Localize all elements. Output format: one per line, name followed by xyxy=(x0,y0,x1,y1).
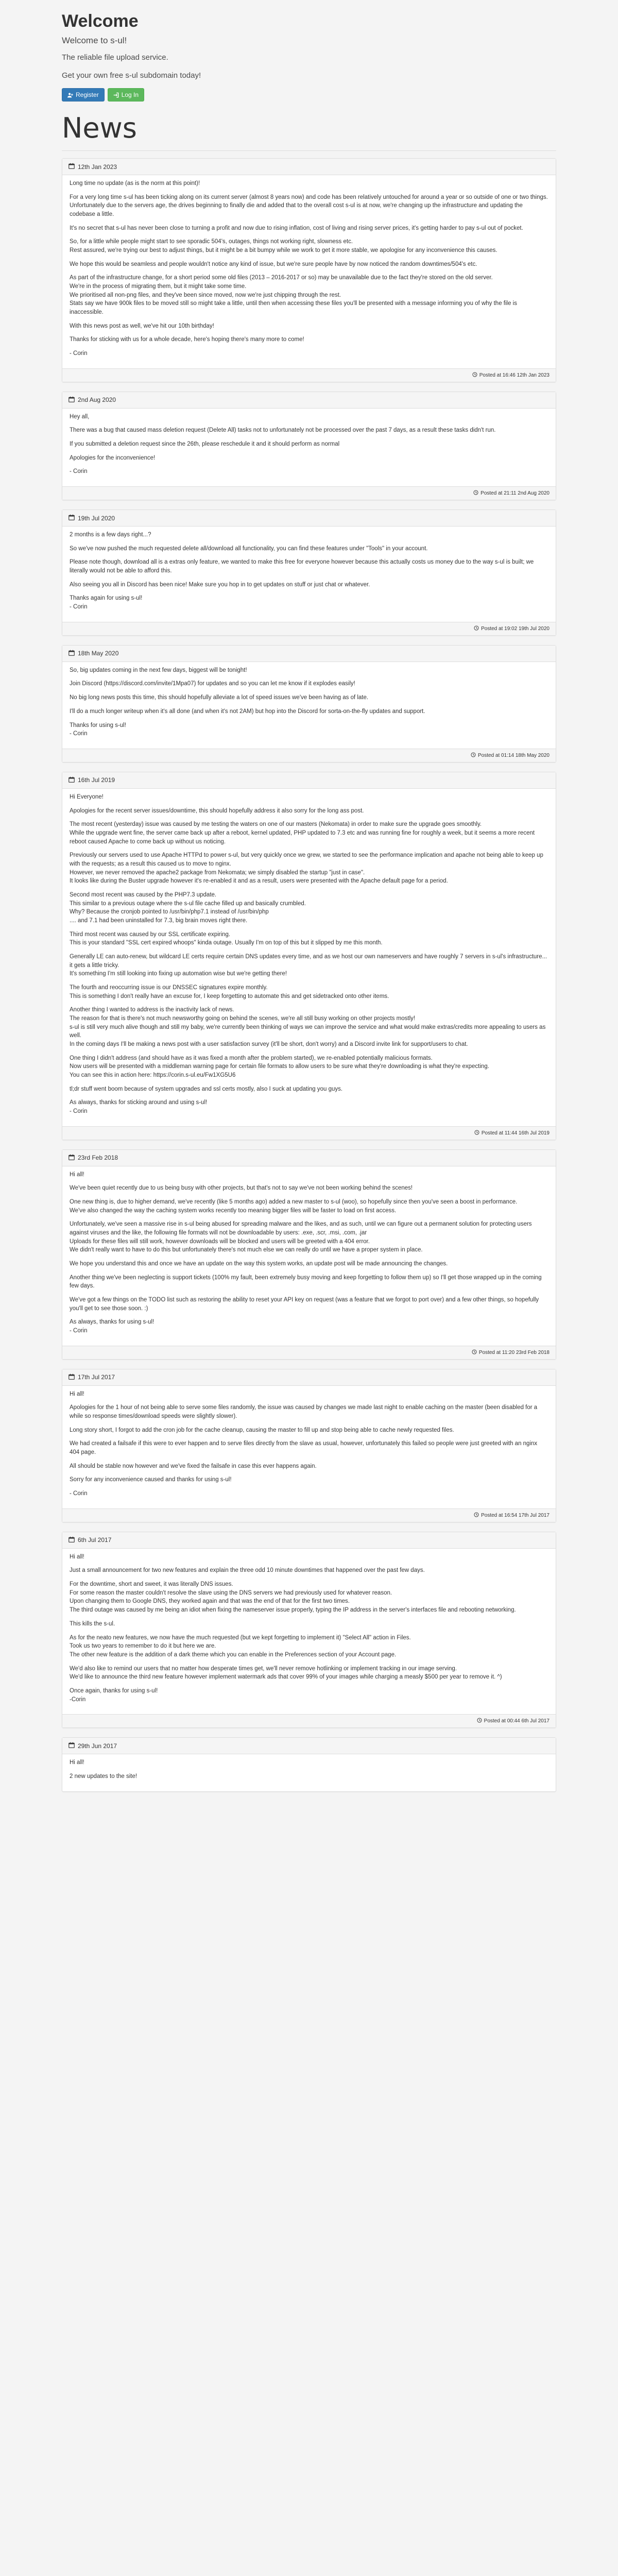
news-paragraph: 2 new updates to the site! xyxy=(70,1773,138,1780)
news-paragraph: One new thing is, due to higher demand, we've recently (like 5 months ago) added a new master to s-ul (woo), so hopefully since then you've seen a boost in performance. We've also changed the way the caching system works recently too meaning bigger files will be faster to load on first access. xyxy=(70,1199,518,1214)
news-post xyxy=(62,1737,556,1791)
news-post xyxy=(62,158,556,382)
news-paragraph: If you submitted a deletion request since the 26th, please reschedule it and it should perform as normal xyxy=(70,441,340,448)
register-label: Register xyxy=(76,91,99,98)
news-paragraph: Once again, thanks for using s-ul! -Corin xyxy=(70,1687,158,1703)
news-heading: News xyxy=(62,112,137,144)
news-paragraph: We've got a few things on the TODO list such as restoring the ability to reset your API key on request (was a feature that we forgot to port over) and a few other things, so hopefully you'll get to see those soon. :) xyxy=(70,1297,539,1312)
news-post xyxy=(62,1149,556,1360)
news-post-date: 29th Jun 2017 xyxy=(78,1742,117,1750)
news-post-timestamp: Posted at 01:14 18th May 2020 xyxy=(478,752,550,758)
news-paragraph: Hi all! xyxy=(70,1171,84,1178)
news-paragraph: Just a small announcement for two new features and explain the three odd 10 minute downtimes that happened over the past few days. xyxy=(70,1567,425,1574)
news-post-footer xyxy=(62,1714,556,1727)
news-paragraph: Hi all! xyxy=(70,1553,84,1560)
news-post-heading xyxy=(62,646,556,662)
login-button[interactable] xyxy=(108,88,144,101)
news-post-body xyxy=(62,175,556,368)
news-paragraph: Unfortunately, we've seen a massive rise in s-ul being abused for spreading malware and the likes, and as such, until we can figure out a permanent solution for protecting users against viruses and the like, the following file formats will not be downloadable by users: .exe, .scr, .msi, .com, .jar Uploads for these files will still work, however downloads will be blocked and users will be greeted with a 404 error. We didn't really want to have to do this but unfortunately there's not much else we can really do until we have a proper system in place. xyxy=(70,1221,532,1253)
news-paragraph: There was a bug that caused mass deletion request (Delete All) tasks not to unfortunately not be processed over the past 7 days, as a result these tasks didn't run. xyxy=(70,427,496,434)
login-label: Log In xyxy=(121,91,139,98)
news-post-body xyxy=(62,409,556,486)
news-post-timestamp: Posted at 11:44 16th Jul 2019 xyxy=(481,1130,550,1136)
news-post-body xyxy=(62,1166,556,1346)
news-post xyxy=(62,645,556,762)
news-post-date: 17th Jul 2017 xyxy=(78,1374,115,1381)
news-post-timestamp: Posted at 11:20 23rd Feb 2018 xyxy=(478,1349,550,1355)
news-paragraph: The most recent (yesterday) issue was caused by me testing the waters on one of our masters (Nekomata) in order to make sure the upgrade goes smoothly. While the upgrade went fine, the server came back up after a reboot, kernel updated, PHP updated to 7.3 etc and was running fine for roughly a week, but it seems a more recent reboot caused Apache to come back up without us noticing. xyxy=(70,821,535,845)
news-paragraph: So, for a little while people might start to see sporadic 504's, outages, things not working right, slowness etc. Rest assured, we're trying our best to adjust things, but it might be a bit bumpy while we work to get it more stable, we apologise for any inconvenience this causes. xyxy=(70,239,497,254)
news-paragraph: The fourth and reoccurring issue is our DNSSEC signatures expire monthly. This is something I don't really have an excuse for, I keep forgetting to automate this and get sidetracked onto other items. xyxy=(70,984,389,999)
calendar-icon xyxy=(68,1742,75,1750)
clock-icon xyxy=(472,372,477,379)
news-paragraph: Third most recent was caused by our SSL certificate expiring. This is your standard "SSL cert expired whoops" kinda outage. Usually I'm on top of this but it slipped by me this month. xyxy=(70,931,383,946)
news-paragraph: For the downtime, short and sweet, it was literally DNS issues. For some reason the master couldn't resolve the slave using the DNS servers we had previously used for whatever reason. Upon changing them to Google DNS, they worked again and that was the end of that for the first two times. The third outage was caused by me being an idiot when fixing the nameserver issue properly, typing the IP address in the server's interfaces file and rebooting networking. xyxy=(70,1581,516,1614)
news-post-footer xyxy=(62,749,556,762)
news-paragraph: I'll do a much longer writeup when it's all done (and when it's not 2AM) but hop into the Discord for sorta-on-the-fly updates and support. xyxy=(70,708,425,715)
news-post-footer xyxy=(62,368,556,382)
news-post-heading xyxy=(62,392,556,409)
welcome-text: Welcome to s-ul! xyxy=(62,36,127,45)
news-post-heading xyxy=(62,1532,556,1549)
news-post-heading xyxy=(62,1738,556,1754)
news-paragraph: Long story short, I forgot to add the cron job for the cache cleanup, causing the master to fill up and stop being able to cache newly requested files. xyxy=(70,1427,454,1433)
news-paragraph: As always, thanks for using s-ul! - Corin xyxy=(70,1319,154,1334)
news-post-timestamp: Posted at 21:11 2nd Aug 2020 xyxy=(480,490,550,497)
news-paragraph: tl;dr stuff went boom because of system upgrades and ssl certs mostly, also I suck at updating you guys. xyxy=(70,1086,343,1092)
news-paragraph: Apologies for the inconvenience! xyxy=(70,454,156,461)
page-title: Welcome xyxy=(62,11,139,31)
news-post-body xyxy=(62,1754,556,1791)
page-container xyxy=(62,0,556,1792)
calendar-icon xyxy=(68,163,75,171)
news-paragraph: With this news post as well, we've hit our 10th birthday! xyxy=(70,323,214,329)
clock-icon xyxy=(474,1130,479,1137)
news-post-footer xyxy=(62,1509,556,1522)
sign-in-icon xyxy=(113,92,119,98)
register-button[interactable] xyxy=(62,88,105,101)
clock-icon xyxy=(473,490,478,497)
news-paragraph: This kills the s-ul. xyxy=(70,1620,115,1627)
news-paragraph: - Corin xyxy=(70,1490,88,1497)
news-post xyxy=(62,1369,556,1522)
news-post-date: 23rd Feb 2018 xyxy=(78,1154,118,1162)
calendar-icon xyxy=(68,1154,75,1162)
news-paragraph: Please note though, download all is a extras only feature, we wanted to make this free for everyone however because this actually costs us money due to the way s-ul is built; we literally would not be able to afford this. xyxy=(70,559,534,574)
news-post-heading xyxy=(62,1150,556,1166)
news-paragraph: Thanks for sticking with us for a whole decade, here's hoping there's many more to come! xyxy=(70,336,304,343)
news-paragraph: So we've now pushed the much requested delete all/download all functionality, you can find these features under "Tools" in your account. xyxy=(70,545,428,552)
news-paragraph: Thanks again for using s-ul! - Corin xyxy=(70,595,143,611)
news-paragraph: Join Discord (https://discord.com/invite/1Mpa07) for updates and so you can let me know if it explodes easily! xyxy=(70,681,355,687)
clock-icon xyxy=(474,1512,479,1519)
news-paragraph: We hope this would be seamless and people wouldn't notice any kind of issue, but we're sure people have by now noticed the random downtimes/504's etc. xyxy=(70,261,477,267)
news-post-body xyxy=(62,662,556,749)
news-paragraph: We hope you understand this and once we have an update on the way this system works, an update post will be made announcing the changes. xyxy=(70,1261,448,1267)
news-post-date: 6th Jul 2017 xyxy=(78,1536,112,1544)
news-post xyxy=(62,510,556,636)
news-post-date: 18th May 2020 xyxy=(78,650,119,657)
user-plus-icon xyxy=(67,92,73,98)
news-post-body xyxy=(62,527,556,622)
news-paragraph: 2 months is a few days right...? xyxy=(70,532,151,538)
news-paragraph: We've been quiet recently due to us being busy with other projects, but that's not to say we've not been working behind the scenes! xyxy=(70,1185,413,1192)
news-paragraph: As always, thanks for sticking around and using s-ul! - Corin xyxy=(70,1099,208,1114)
news-post-date: 12th Jan 2023 xyxy=(78,163,117,171)
calendar-icon xyxy=(68,1374,75,1381)
news-paragraph: Hi all! xyxy=(70,1759,84,1766)
news-paragraph: - Corin xyxy=(70,350,88,357)
news-paragraph: Second most recent was caused by the PHP7.3 update. This similar to a previous outage where the s-ul file cache filled up and basically crumbled. Why? Because the cronjob pointed to /usr/bin/php7.1 instead of /usr/bin/php .... and 7.1 had been uninstalled for 7.3, big brain moves right there. xyxy=(70,891,306,924)
news-post-footer xyxy=(62,1126,556,1140)
news-post-date: 19th Jul 2020 xyxy=(78,514,115,522)
news-post-timestamp: Posted at 16:54 17th Jul 2017 xyxy=(481,1512,550,1518)
clock-icon xyxy=(474,625,479,632)
news-paragraph: No big long news posts this time, this should hopefully alleviate a lot of speed issues we've been having as of late. xyxy=(70,694,369,701)
news-post xyxy=(62,772,556,1140)
news-list xyxy=(62,158,556,1792)
news-paragraph: Another thing I wanted to address is the inactivity lack of news. The reason for that is there's not much newsworthy going on behind the scenes, we're all still busy working on other projects mostly! s-ul is still very much alive though and still my baby, we're currently been thinking of ways we can improve the service and what would make extras/credits more appealing to users as well. In the coming days I'll be making a news post with a user satisfaction survey (it'll be short, don't worry) and a Discord invite link for support/users to chat. xyxy=(70,1007,546,1047)
auth-buttons xyxy=(62,88,556,101)
news-paragraph: Generally LE can auto-renew, but wildcard LE certs require certain DNS updates every time, and as we host our own nameservers and have roughly 7 servers in s-ul's infrastructure... it gets a little tricky. It's something I'm still looking into fixing up automation wise but we're getting there! xyxy=(70,953,547,977)
news-paragraph: All should be stable now however and we've fixed the failsafe in case this ever happens again. xyxy=(70,1463,317,1469)
news-post-body xyxy=(62,789,556,1126)
news-paragraph: Hi all! xyxy=(70,1391,84,1397)
calendar-icon xyxy=(68,396,75,404)
news-paragraph: Apologies for the 1 hour of not being able to serve some files randomly, the issue was caused by changes we made last night to enable caching on the master (been disabled for a while so response times/download speeds were slightly slower). xyxy=(70,1404,538,1420)
news-post-heading xyxy=(62,159,556,175)
news-paragraph: Long time no update (as is the norm at this point)! xyxy=(70,180,200,187)
news-paragraph: Sorry for any inconvenience caused and thanks for using s-ul! xyxy=(70,1477,232,1483)
news-paragraph: So, big updates coming in the next few days, biggest will be tonight! xyxy=(70,667,247,673)
news-post-heading xyxy=(62,510,556,527)
news-paragraph: Hi Everyone! xyxy=(70,793,104,800)
news-paragraph: It's no secret that s-ul has never been close to turning a profit and now due to rising inflation, cost of living and rising server prices, it's getting harder to pay s-ul out of pocket. xyxy=(70,225,523,231)
news-paragraph: We had created a failsafe if this were to ever happen and to serve files directly from the slave as usual, however, unfortunately this failed so people were just greeted with an nginx 404 page. xyxy=(70,1440,538,1456)
news-paragraph: Previously our servers used to use Apache HTTPd to power s-ul, but very quickly once we grew, we started to see the performance implication and apache not being able to keep up with the requests; as a result this caused us to move to nginx. However, we never removed the apache2 package from Nekomata; we simply disabled the startup "just in case". It looks like during the Buster upgrade however it's re-enabled it and as a result, users were presented with the Apache default page for a period. xyxy=(70,852,543,885)
calendar-icon xyxy=(68,650,75,657)
news-post-footer xyxy=(62,1346,556,1359)
news-post xyxy=(62,392,556,500)
news-post-footer xyxy=(62,622,556,635)
news-post-date: 16th Jul 2019 xyxy=(78,776,115,784)
news-paragraph: We'd also like to remind our users that no matter how desperate times get, we'll never remove hotlinking or implement tracking in our image serving. We'd like to announce the third new feature however implement watermark ads that cover 99% of your images while charging a measly $500 per year to remove it. ^) xyxy=(70,1665,502,1681)
tagline: The reliable file upload service. xyxy=(62,53,168,62)
news-paragraph: As for the neato new features, we now have the much requested (but we kept forgetting to implement it) "Select All" action in Files. Took us two years to remember to do it but here we are. The other new feature is the addition of a dark theme which you can enable in the Preferences section of your Account page. xyxy=(70,1634,411,1658)
news-paragraph: Hey all, xyxy=(70,413,90,420)
news-paragraph: Thanks for using s-ul! - Corin xyxy=(70,722,126,737)
clock-icon xyxy=(472,1349,477,1356)
news-post-body xyxy=(62,1549,556,1714)
news-paragraph: Apologies for the recent server issues/downtime, this should hopefully address it also sorry for the long ass post. xyxy=(70,807,364,814)
clock-icon xyxy=(471,752,476,759)
news-paragraph: Also seeing you all in Discord has been nice! Make sure you hop in to get updates on stuff or just chat or whatever. xyxy=(70,581,370,588)
news-paragraph: For a very long time s-ul has been ticking along on its current server (almost 8 years now) and code has been relatively untouched for around a year or so outside of one or two things. Unfortunately due to the servers age, the drives beginning to finally die and added that to the overall cost s-ul is at now, we're changing up the infrastructure and updating the codebase a little. xyxy=(70,194,548,218)
news-post-footer xyxy=(62,486,556,500)
news-paragraph: As part of the infrastructure change, for a short period some old files (2013 – 2016-2017 or so) may be unavailable due to the fact they're stored on the old server. We're in the process of migrating them, but it might take some time. We prioritised all non-png files, and they've been since moved, now we're just chipping through the rest. Stats say we have 900k files to be moved still so might take a little, until then when accessing these files you'll be presented with a message informing you of why the file is inaccessible. xyxy=(70,275,517,316)
news-post-timestamp: Posted at 00:44 6th Jul 2017 xyxy=(484,1718,550,1724)
news-divider xyxy=(62,150,556,151)
news-paragraph: One thing I didn't address (and should have as it was fixed a month after the problem started), we re-enabled potentially malicious formats. Now users will be presented with a middleman warning page for certain file formats to allow users to be sure what they're downloading is what they're expecting. You can see this in action here: https://corin.s-ul.eu/Fw1XG5U6 xyxy=(70,1055,489,1078)
news-post-timestamp: Posted at 19:02 19th Jul 2020 xyxy=(481,625,550,632)
news-post-date: 2nd Aug 2020 xyxy=(78,396,116,404)
news-post-timestamp: Posted at 16:46 12th Jan 2023 xyxy=(479,372,550,378)
news-post-heading xyxy=(62,1369,556,1386)
calendar-icon xyxy=(68,776,75,784)
news-paragraph: - Corin xyxy=(70,468,88,475)
news-post-heading xyxy=(62,772,556,789)
news-post xyxy=(62,1532,556,1728)
news-post-body xyxy=(62,1386,556,1509)
calendar-icon xyxy=(68,514,75,522)
subdomain-promo: Get your own free s-ul subdomain today! xyxy=(62,71,201,80)
news-paragraph: Another thing we've been neglecting is support tickets (100% my fault, been extremely busy moving and keep forgetting to follow them up) so I'll get those wrapped up in the coming few days. xyxy=(70,1274,542,1290)
clock-icon xyxy=(477,1718,482,1724)
calendar-icon xyxy=(68,1536,75,1544)
